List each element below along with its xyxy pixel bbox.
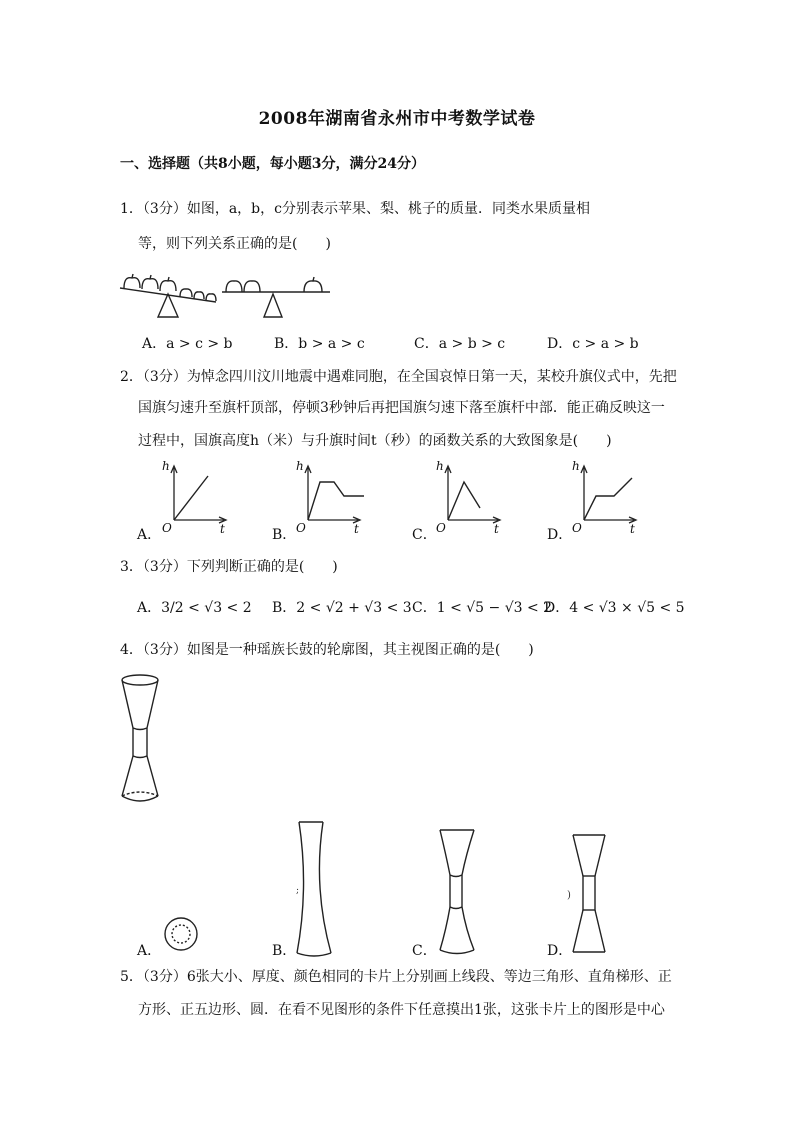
- q5-text-line1: 5．（3分）6张大小、厚度、颜色相同的卡片上分别画上线段、等边三角形、直角梯形、正: [120, 969, 672, 985]
- q2-graph-a[interactable]: [160, 460, 230, 535]
- h-axis-label: h: [162, 459, 170, 473]
- origin-label: O: [436, 521, 446, 535]
- q2-option-d-label[interactable]: D．: [547, 527, 573, 543]
- q2-option-a-label[interactable]: A．: [137, 527, 162, 543]
- q4-option-d-figure[interactable]: [565, 832, 615, 957]
- section-heading: 一、选择题（共8小题，每小题3分，满分24分）: [120, 156, 425, 172]
- q3-option-b[interactable]: B．2 < √2 + √3 < 3: [272, 600, 412, 616]
- q2-option-b-label[interactable]: B．: [272, 527, 297, 543]
- svg-text:;: ;: [296, 886, 300, 896]
- origin-label: O: [296, 521, 306, 535]
- origin-label: O: [162, 521, 172, 535]
- q2-text-line3: 过程中，国旗高度h（米）与升旗时间t（秒）的函数关系的大致图象是( ): [138, 433, 612, 449]
- q1-option-b[interactable]: B．b > a > c: [274, 336, 365, 352]
- q3-option-a[interactable]: A．3/2 < √3 < 2: [137, 600, 252, 616]
- q4-option-a-figure[interactable]: [162, 915, 202, 955]
- q4-option-a-label[interactable]: A．: [137, 943, 162, 959]
- q4-option-d-label[interactable]: D．: [547, 943, 573, 959]
- long-drum-figure: [118, 668, 168, 808]
- t-axis-label: t: [354, 522, 359, 536]
- q1-text-line2: 等，则下列关系正确的是( ): [138, 236, 331, 252]
- q1-text-line1: 1．（3分）如图，a，b，c分别表示苹果、梨、桃子的质量．同类水果质量相: [120, 201, 590, 217]
- q4-option-c-label[interactable]: C．: [412, 943, 437, 959]
- t-axis-label: t: [220, 522, 225, 536]
- q4-text-line1: 4．（3分）如图是一种瑶族长鼓的轮廓图，其主视图正确的是( ): [120, 642, 534, 658]
- q2-graph-b[interactable]: [294, 460, 368, 535]
- q2-graph-d[interactable]: [570, 460, 642, 535]
- q1-option-d[interactable]: D．c > a > b: [547, 336, 639, 352]
- q2-option-c-label[interactable]: C．: [412, 527, 437, 543]
- svg-text:): ): [567, 890, 571, 901]
- q3-option-d[interactable]: D．4 < √3 × √5 < 5: [544, 600, 685, 616]
- q2-text-line2: 国旗匀速升至旗杆顶部，停顿3秒钟后再把国旗匀速下落至旗杆中部．能正确反映这一: [138, 400, 665, 416]
- t-axis-label: t: [630, 522, 635, 536]
- q2-graph-c[interactable]: [434, 460, 504, 535]
- q4-option-b-figure[interactable]: [295, 818, 340, 958]
- t-axis-label: t: [494, 522, 499, 536]
- left-scale: [120, 274, 216, 317]
- origin-label: O: [572, 521, 582, 535]
- balance-scale-figure: [118, 268, 333, 323]
- q5-text-line2: 方形、正五边形、圆．在看不见图形的条件下任意摸出1张，这张卡片上的图形是中心: [138, 1002, 665, 1018]
- q3-option-c[interactable]: C．1 < √5 − √3 < 2: [412, 600, 553, 616]
- q1-option-a[interactable]: A．a > c > b: [142, 336, 233, 352]
- right-scale: [222, 277, 330, 317]
- h-axis-label: h: [436, 459, 444, 473]
- q3-text-line1: 3．（3分）下列判断正确的是( ): [120, 559, 338, 575]
- q1-option-c[interactable]: C．a > b > c: [414, 336, 506, 352]
- page-title: 2008年湖南省永州市中考数学试卷: [258, 109, 536, 129]
- q2-text-line1: 2．（3分）为悼念四川汶川地震中遇难同胞，在全国哀悼日第一天，某校升旗仪式中，先把: [120, 369, 677, 385]
- h-axis-label: h: [296, 459, 304, 473]
- h-axis-label: h: [572, 459, 580, 473]
- q4-option-c-figure[interactable]: [434, 825, 482, 960]
- q4-option-b-label[interactable]: B．: [272, 943, 297, 959]
